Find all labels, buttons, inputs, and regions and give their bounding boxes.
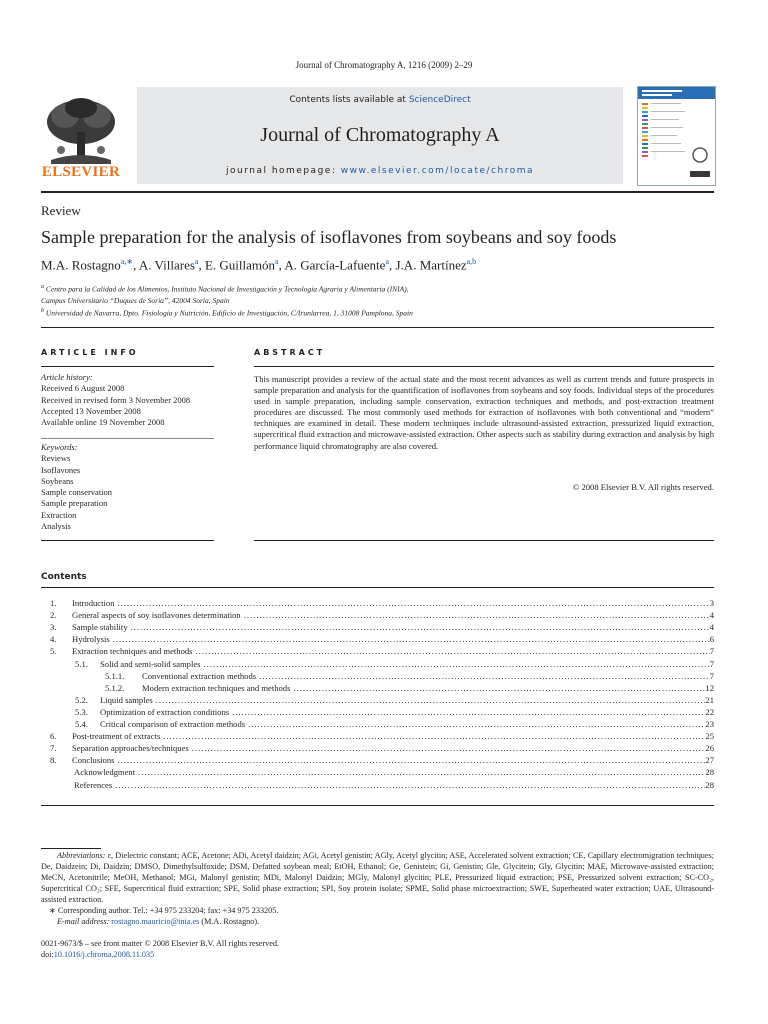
toc-entry[interactable] <box>50 742 714 754</box>
toc-title: Liquid samples <box>100 694 153 705</box>
toc-title: Conclusions <box>72 755 115 766</box>
front-matter-info <box>41 938 279 960</box>
abbreviations-text: ε, Dielectric constant; ACE, Acetone; ADi, Acetyl daidzin; AGi, Acetyl genistin; AGly, Acetyl glycitin; ASE, Accelerated solvent extraction; CE, Capillary electromigration techniques; De, Daidzein; Di, Daidzin; DMSO, Dimethylsulfoxide; DSM, Defatted soybean meal; EtOH, Ethanol; Ge, Genistein; Gi, Genistin; Gle, Glycitein; Gly, Glycitin; MAE, Microwave-assisted extraction; MeCN, Acetonitrile; MeOH, Methanol; MGi, Malonyl genistin; MDi, Malonyl Daidzin; MGly, Malonyl glycitin; PLE, Pressurized liquid extraction; PSE, Pressurized solvent extraction; SC-CO₂, Supercritical CO₂; SFE, Supercritical fluid extraction; SPE, Solid phase extraction; SPI, Soy protein isolate; SPME, Solid phase microextraction; SWE, Superheated water extraction; UAE, Ultrasound-assisted extraction. <box>41 851 714 904</box>
keyword-item: Sample preparation <box>41 498 108 509</box>
toc-title: Solid and semi-solid samples <box>100 658 201 669</box>
toc-entry[interactable] <box>75 706 714 718</box>
toc-leader-dots <box>189 742 706 754</box>
affiliation-mark: b <box>41 307 44 314</box>
toc-page-number: 3 <box>709 598 714 608</box>
toc-entry[interactable] <box>50 730 714 742</box>
affiliation-line <box>41 282 413 295</box>
keyword-item: Analysis <box>41 521 71 532</box>
toc-page-number: 6 <box>709 634 714 645</box>
article-info-heading: ARTICLE INFO <box>41 348 139 357</box>
toc-title: Acknowledgment <box>74 767 136 778</box>
toc-number: 5.1.1. <box>105 670 125 681</box>
toc-entry[interactable] <box>50 597 714 609</box>
author-name: E. Guillamón <box>204 257 276 273</box>
footnote-rule <box>41 848 101 849</box>
toc-leader-dots <box>256 670 710 682</box>
author-list: M.A. Rostagno$^{a,∗}$, A. Villares$^a$, E. Guillamón$^a$, A. García-Lafuente$^a$, J.A. Martínez$^{a,b}$ <box>41 257 477 273</box>
toc-number: 5.1.2. <box>105 682 125 693</box>
toc-entry[interactable] <box>74 779 714 791</box>
sciencedirect-link[interactable]: ScienceDirect <box>408 95 471 105</box>
toc-page-number: 26 <box>705 743 714 754</box>
journal-homepage-line <box>137 166 623 176</box>
toc-title: Conventional extraction methods <box>142 670 257 681</box>
toc-title: Sample stability <box>72 622 128 633</box>
toc-page-number: 25 <box>705 731 714 742</box>
keyword-item: Reviews <box>41 453 71 464</box>
toc-number: 5. <box>50 646 57 657</box>
toc-entry[interactable] <box>75 718 714 730</box>
contents-heading: Contents <box>41 572 87 582</box>
toc-number: 5.2. <box>75 694 88 705</box>
toc-leader-dots <box>110 633 710 645</box>
contents-available-line <box>137 95 623 105</box>
author-affiliation-mark: a <box>275 257 279 266</box>
toc-leader-dots <box>241 609 710 621</box>
keywords-rule <box>41 438 214 439</box>
journal-cover-image <box>637 86 716 186</box>
toc-page-number: 4 <box>709 622 714 633</box>
email-footnote <box>41 916 714 927</box>
toc-leader-dots <box>114 597 709 609</box>
history-item: Available online 19 November 2008 <box>41 417 165 428</box>
author-affiliation-mark: a <box>385 257 389 266</box>
keywords <box>41 442 112 532</box>
toc-page-number: 4 <box>709 610 714 621</box>
toc-entry[interactable] <box>75 694 714 706</box>
email-label: E-mail address: <box>57 917 110 926</box>
author-name: M.A. Rostagno <box>41 257 121 273</box>
toc-leader-dots <box>229 706 705 718</box>
toc-number: 1. <box>50 598 57 608</box>
abstract-body: This manuscript provides a review of the actual state and the most recent advances as well as current trends and future prospects in sample preparation and analysis for the quantification of isoflavones from soybeans and soy foods. Individual steps of the procedures used in sample preparation, including sample conservation, extraction techniques and methods, and post-extraction treatment procedures are discussed. The most commonly used methods for extraction of isoflavones with both conventional and “modern” techniques are examined in detail. These modern techniques include ultrasound-assisted extraction, pressurized liquid extraction, supercritical fluid extraction and microwave-assisted extraction. Other aspects such as stability during extraction and analysis by high performance liquid chromatography are also covered. <box>254 374 714 451</box>
history-item: Received in revised form 3 November 2008 <box>41 394 191 405</box>
affiliation-mark: a <box>41 284 44 290</box>
journal-citation: Journal of Chromatography A, 1216 (2009) 2–29 <box>295 60 473 70</box>
article-history <box>41 372 190 428</box>
toc-leader-dots <box>160 730 705 742</box>
doi-label: doi: <box>41 950 54 959</box>
toc-title: Extraction techniques and methods <box>72 646 193 657</box>
affiliation-line <box>41 295 413 306</box>
toc-leader-dots <box>112 779 705 791</box>
article-info-rule <box>41 366 214 367</box>
article-type: Review <box>41 203 81 218</box>
author-affiliation-mark: a,b <box>466 257 477 266</box>
toc-number: 8. <box>50 755 57 766</box>
toc-entry[interactable] <box>50 633 714 645</box>
toc-leader-dots <box>135 766 705 778</box>
abstract-heading: ABSTRACT <box>254 348 326 357</box>
abstract-rule <box>254 366 714 367</box>
toc-page-number: 7 <box>709 646 714 657</box>
author-affiliation-mark: a,∗ <box>120 257 134 266</box>
keyword-item: Extraction <box>41 509 77 520</box>
author-name: J.A. Martínez <box>395 257 467 273</box>
toc-title: Hydrolysis <box>72 634 110 645</box>
toc-leader-dots <box>201 658 710 670</box>
toc-entry[interactable] <box>50 609 714 621</box>
toc-entry[interactable] <box>50 754 714 766</box>
affiliation-rule <box>41 327 714 328</box>
affiliation-text: Campus Universitario “Duques de Soria”, 42004 Soria, Spain <box>41 295 230 305</box>
abbreviations-footnote <box>41 850 714 905</box>
article-title: Sample preparation for the analysis of isoflavones from soybeans and soy foods <box>41 227 617 247</box>
corresponding-author-footnote: ∗ Corresponding author. Tel.: +34 975 233204; fax: +34 975 233205. <box>49 906 279 915</box>
author-name: A. Villares <box>138 257 195 273</box>
author-name: A. García-Lafuente <box>284 257 386 273</box>
affiliation-text: Centro para la Calidad de los Alimentos, Instituto Nacional de Investigación y Tecnología Agraria y Alimentaria (INIA), <box>45 284 409 294</box>
footnotes <box>41 850 714 927</box>
toc-title: References <box>74 779 113 790</box>
contents-top-rule <box>41 587 714 588</box>
toc-entry[interactable] <box>105 670 714 682</box>
toc-title: Separation approaches/techniques <box>72 743 189 754</box>
toc-page-number: 28 <box>705 779 714 790</box>
toc-number: 5.3. <box>75 706 88 717</box>
keyword-item: Soybeans <box>41 475 74 486</box>
toc-page-number: 12 <box>705 682 714 693</box>
toc-number: 5.1. <box>75 658 88 669</box>
toc-page-number: 22 <box>705 706 714 717</box>
toc-number: 5.4. <box>75 719 88 729</box>
toc-title: Modern extraction techniques and methods <box>142 682 291 693</box>
history-item: Accepted 13 November 2008 <box>41 405 141 416</box>
history-label: Article history: <box>41 372 93 382</box>
abbreviations-label: Abbreviations: <box>57 851 106 860</box>
email-suffix: (M.A. Rostagno). <box>199 917 260 926</box>
keyword-item: Isoflavones <box>41 464 81 475</box>
affiliation-text: Universidad de Navarra, Dpto. Fisiología y Nutrición, Edificio de Investigación, C/Irunlarrea, 1, 31008 Pamplona, Spain <box>45 308 413 317</box>
homepage-prefix: journal homepage: <box>226 166 341 176</box>
toc-leader-dots <box>290 682 705 694</box>
toc-title: General aspects of soy isoflavones determination <box>72 610 241 621</box>
toc-number: 4. <box>50 634 57 645</box>
doi-line <box>41 949 279 960</box>
toc-entry[interactable] <box>105 682 714 694</box>
affiliation-line <box>41 306 413 319</box>
toc-number: 6. <box>50 731 57 742</box>
toc-leader-dots <box>115 754 706 766</box>
history-item: Received 6 August 2008 <box>41 383 125 394</box>
keyword-label: Keywords: <box>41 442 78 452</box>
toc-number: 3. <box>50 622 57 633</box>
journal-title: Journal of Chromatography A <box>260 124 500 146</box>
toc-page-number: 7 <box>709 670 714 681</box>
contents-prefix: Contents lists available at <box>289 95 409 105</box>
article-info-bottom-rule <box>41 540 214 541</box>
toc-page-number: 7 <box>709 658 714 669</box>
toc-leader-dots <box>128 621 710 633</box>
author-affiliation-mark: a <box>194 257 199 266</box>
toc-page-number: 23 <box>705 719 714 729</box>
abstract-copyright: © 2008 Elsevier B.V. All rights reserved. <box>572 482 714 492</box>
toc-title: Post-treatment of extracts <box>72 731 161 742</box>
header-rule <box>41 191 714 193</box>
abstract-bottom-rule <box>254 540 714 541</box>
toc-title: Critical comparison of extraction methods <box>100 719 246 729</box>
toc-title: Introduction <box>72 598 115 608</box>
toc-entry[interactable] <box>75 658 714 670</box>
keyword-item: Sample conservation <box>41 487 113 498</box>
toc-number: 7. <box>50 743 57 754</box>
contents-bottom-rule <box>41 805 714 806</box>
homepage-link[interactable]: www.elsevier.com/locate/chroma <box>340 166 534 176</box>
toc-entry[interactable] <box>50 645 714 657</box>
doi-link[interactable]: 10.1016/j.chroma.2008.11.035 <box>53 950 155 959</box>
issn-line: 0021-9673/$ – see front matter © 2008 Elsevier B.V. All rights reserved. <box>41 939 280 948</box>
elsevier-wordmark: ELSEVIER <box>41 164 121 180</box>
toc-entry[interactable] <box>50 621 714 633</box>
toc-leader-dots <box>245 718 705 730</box>
toc-entry[interactable] <box>74 766 714 778</box>
toc-leader-dots <box>193 645 710 657</box>
affiliations <box>41 282 413 318</box>
toc-leader-dots <box>153 694 706 706</box>
toc-page-number: 28 <box>705 767 714 778</box>
toc-page-number: 21 <box>705 694 714 705</box>
email-link[interactable]: rostagno.mauricio@inia.es <box>111 917 200 926</box>
toc-number: 2. <box>50 610 57 621</box>
toc-title: Optimization of extraction conditions <box>100 706 230 717</box>
toc-page-number: 27 <box>705 755 714 766</box>
